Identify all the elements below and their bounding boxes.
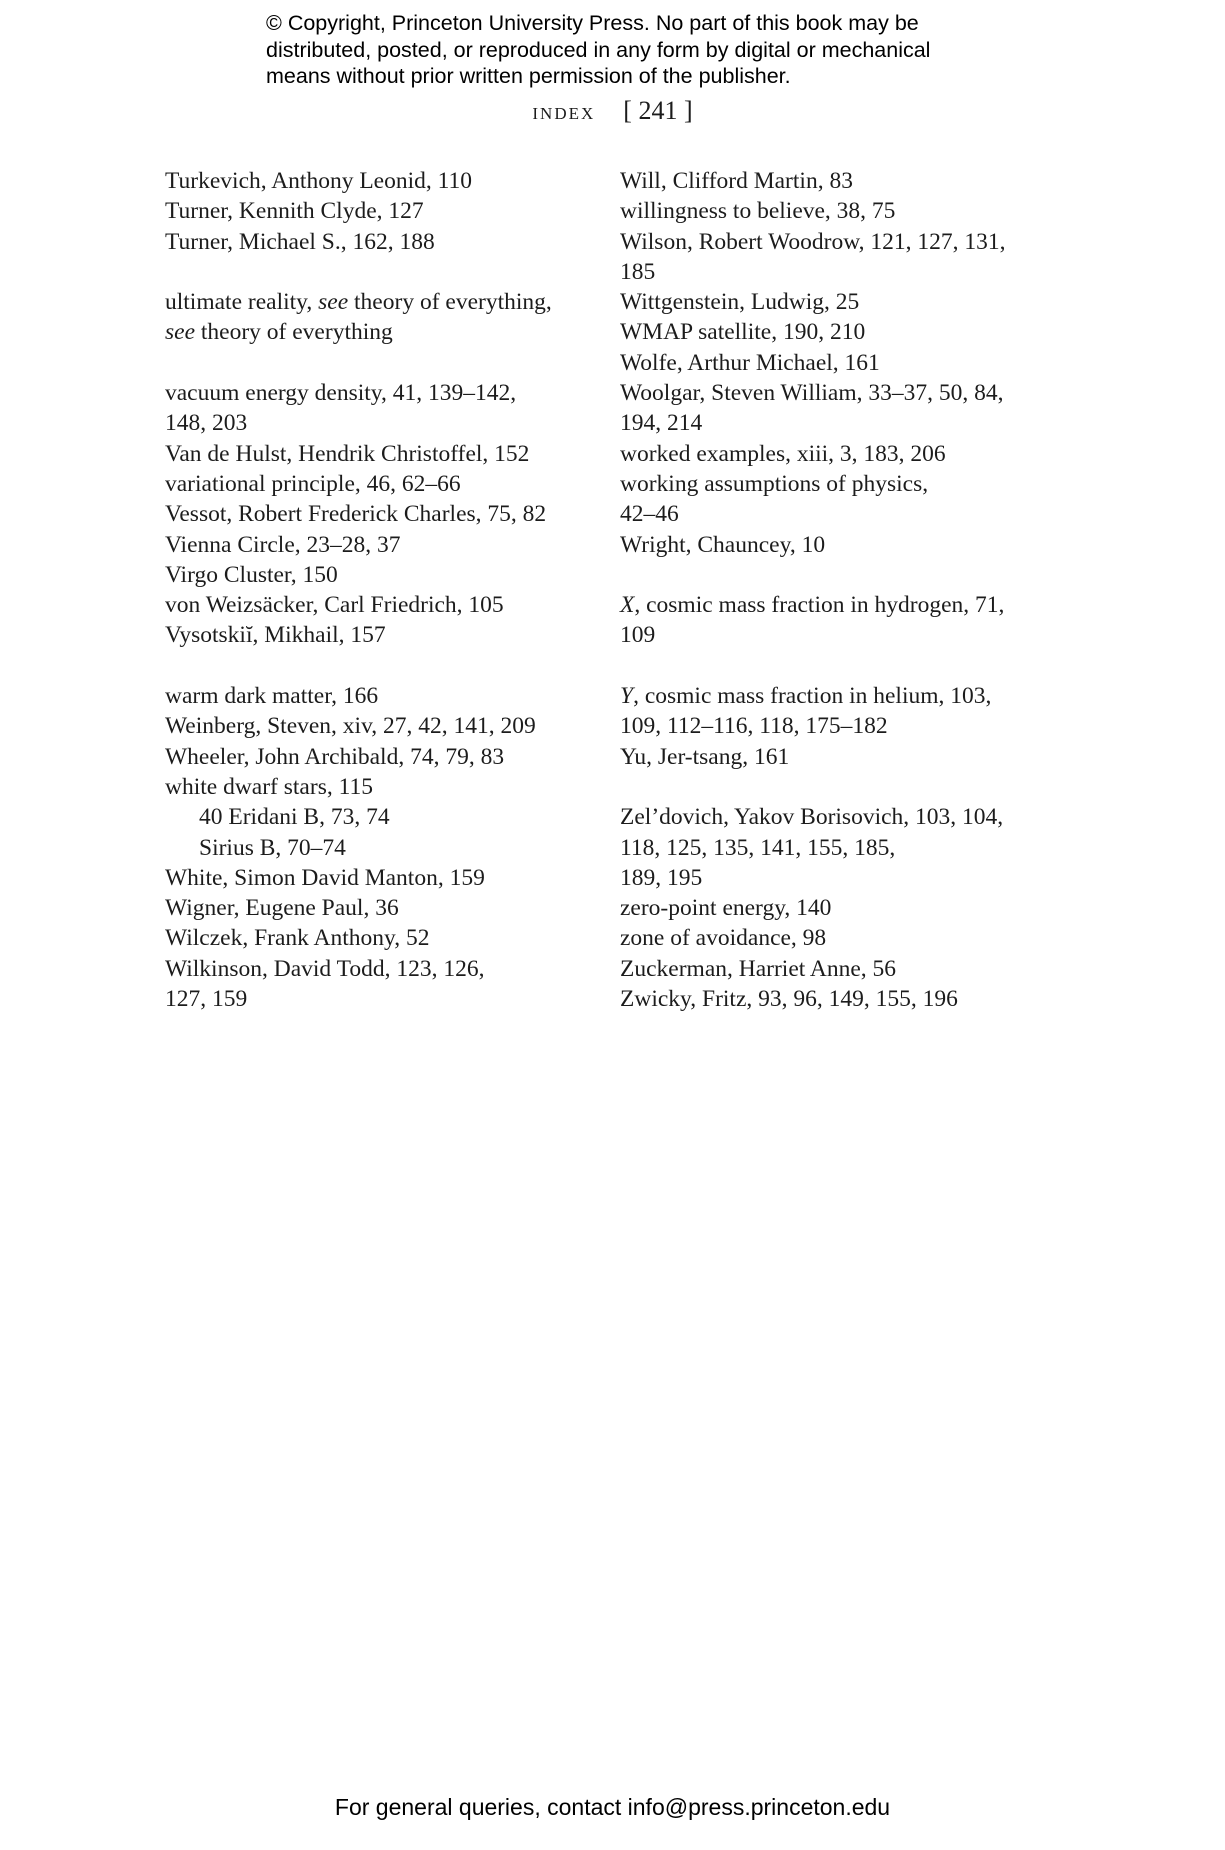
index-entry bbox=[620, 227, 1040, 288]
index-entry: Vysotskiĭ, Mikhail, 157 bbox=[165, 622, 386, 649]
entry-continuation: 189, 195 bbox=[620, 864, 703, 891]
section-label: index bbox=[532, 99, 596, 125]
footer-contact: For general queries, contact info@press.princeton.edu bbox=[334, 1794, 891, 1820]
entry-text: theory of everything, bbox=[348, 289, 552, 316]
index-entry: Turner, Michael S., 162, 188 bbox=[165, 228, 435, 255]
copyright-line: means without prior written permission of the publisher. bbox=[266, 64, 791, 88]
index-entry: Wheeler, John Archibald, 74, 79, 83 bbox=[165, 743, 505, 770]
index-entry: Vessot, Robert Frederick Charles, 75, 82 bbox=[165, 501, 547, 528]
index-entry bbox=[620, 802, 1040, 893]
index-entry: von Weizsäcker, Carl Friedrich, 105 bbox=[165, 592, 504, 619]
index-entry: White, Simon David Manton, 159 bbox=[165, 864, 485, 891]
page-number: [ 241 ] bbox=[623, 96, 693, 125]
index-entry: Zwicky, Fritz, 93, 96, 149, 155, 196 bbox=[620, 986, 958, 1013]
index-entry: Turner, Kennith Clyde, 127 bbox=[165, 198, 424, 225]
entry-text: , cosmic mass fraction in helium, 103, bbox=[633, 683, 992, 710]
index-entry: willingness to believe, 38, 75 bbox=[620, 198, 896, 225]
index-column-right bbox=[620, 166, 1040, 1014]
index-entry bbox=[620, 378, 1040, 439]
copyright-line: distributed, posted, or reproduced in any form by digital or mechanical bbox=[266, 37, 931, 62]
index-column-left bbox=[165, 166, 585, 1014]
index-entry: zone of avoidance, 98 bbox=[620, 925, 827, 952]
index-entry: Weinberg, Steven, xiv, 27, 42, 141, 209 bbox=[165, 713, 536, 740]
entry-text: Wilson, Robert Woodrow, 121, 127, 131, bbox=[620, 228, 1006, 255]
index-entry: Yu, Jer-tsang, 161 bbox=[620, 743, 790, 770]
entry-continuation: 127, 159 bbox=[165, 986, 248, 1013]
entry-continuation: 109, 112–116, 118, 175–182 bbox=[620, 713, 888, 740]
entry-text: theory of everything bbox=[195, 319, 393, 346]
entry-symbol: X bbox=[620, 592, 635, 619]
entry-text: vacuum energy density, 41, 139–142, bbox=[165, 380, 517, 407]
index-entry: Wigner, Eugene Paul, 36 bbox=[165, 895, 399, 922]
index-entry: worked examples, xiii, 3, 183, 206 bbox=[620, 440, 946, 467]
entry-text: Wilkinson, David Todd, 123, 126, bbox=[165, 955, 485, 982]
index-entry: Wittgenstein, Ludwig, 25 bbox=[620, 289, 860, 316]
entry-continuation: 194, 214 bbox=[620, 410, 703, 437]
index-entry bbox=[620, 469, 1040, 530]
index-entry bbox=[165, 954, 585, 1015]
index-entry: warm dark matter, 166 bbox=[165, 683, 379, 710]
index-entry: white dwarf stars, 115 bbox=[165, 773, 373, 800]
entry-continuation: 148, 203 bbox=[165, 410, 248, 437]
index-entry: Zuckerman, Harriet Anne, 56 bbox=[620, 955, 897, 982]
entry-continuation: 185 bbox=[620, 258, 656, 285]
index-entry: Wright, Chauncey, 10 bbox=[620, 531, 826, 558]
entry-text: ultimate reality, bbox=[165, 289, 319, 316]
entry-continuation: 42–46 bbox=[620, 501, 679, 528]
index-entry: WMAP satellite, 190, 210 bbox=[620, 319, 866, 346]
entry-text: , cosmic mass fraction in hydrogen, 71, bbox=[634, 592, 1005, 619]
copyright-line: © Copyright, Princeton University Press. No part of this book may be bbox=[266, 11, 919, 35]
index-entry bbox=[620, 590, 1040, 651]
entry-see: see bbox=[165, 319, 196, 346]
index-entry: Will, Clifford Martin, 83 bbox=[620, 168, 853, 194]
entry-text: Woolgar, Steven William, 33–37, 50, 84, bbox=[620, 380, 1004, 407]
index-entry bbox=[165, 378, 585, 439]
index-entry bbox=[620, 681, 1040, 742]
index-entry: Vienna Circle, 23–28, 37 bbox=[165, 531, 401, 558]
entry-continuation: 118, 125, 135, 141, 155, 185, bbox=[620, 834, 896, 861]
copyright-notice bbox=[266, 10, 986, 90]
index-entry: Wilczek, Frank Anthony, 52 bbox=[165, 925, 430, 952]
index-subentry: Sirius B, 70–74 bbox=[199, 834, 346, 861]
index-entry bbox=[165, 287, 585, 348]
entry-text: working assumptions of physics, bbox=[620, 470, 929, 497]
entry-symbol: Y bbox=[620, 683, 634, 710]
index-entry: zero-point energy, 140 bbox=[620, 895, 832, 922]
entry-text: Zel’dovich, Yakov Borisovich, 103, 104, bbox=[620, 804, 1004, 831]
entry-continuation: 109 bbox=[620, 622, 656, 649]
running-head bbox=[0, 96, 1225, 126]
index-entry: Virgo Cluster, 150 bbox=[165, 561, 338, 588]
index-entry: Turkevich, Anthony Leonid, 110 bbox=[165, 168, 473, 194]
entry-see: see bbox=[318, 289, 349, 316]
index-subentry: 40 Eridani B, 73, 74 bbox=[199, 804, 390, 831]
index-entry: variational principle, 46, 62–66 bbox=[165, 470, 461, 497]
index-entry: Wolfe, Arthur Michael, 161 bbox=[620, 349, 880, 376]
index-entry: Van de Hulst, Hendrik Christoffel, 152 bbox=[165, 440, 530, 467]
